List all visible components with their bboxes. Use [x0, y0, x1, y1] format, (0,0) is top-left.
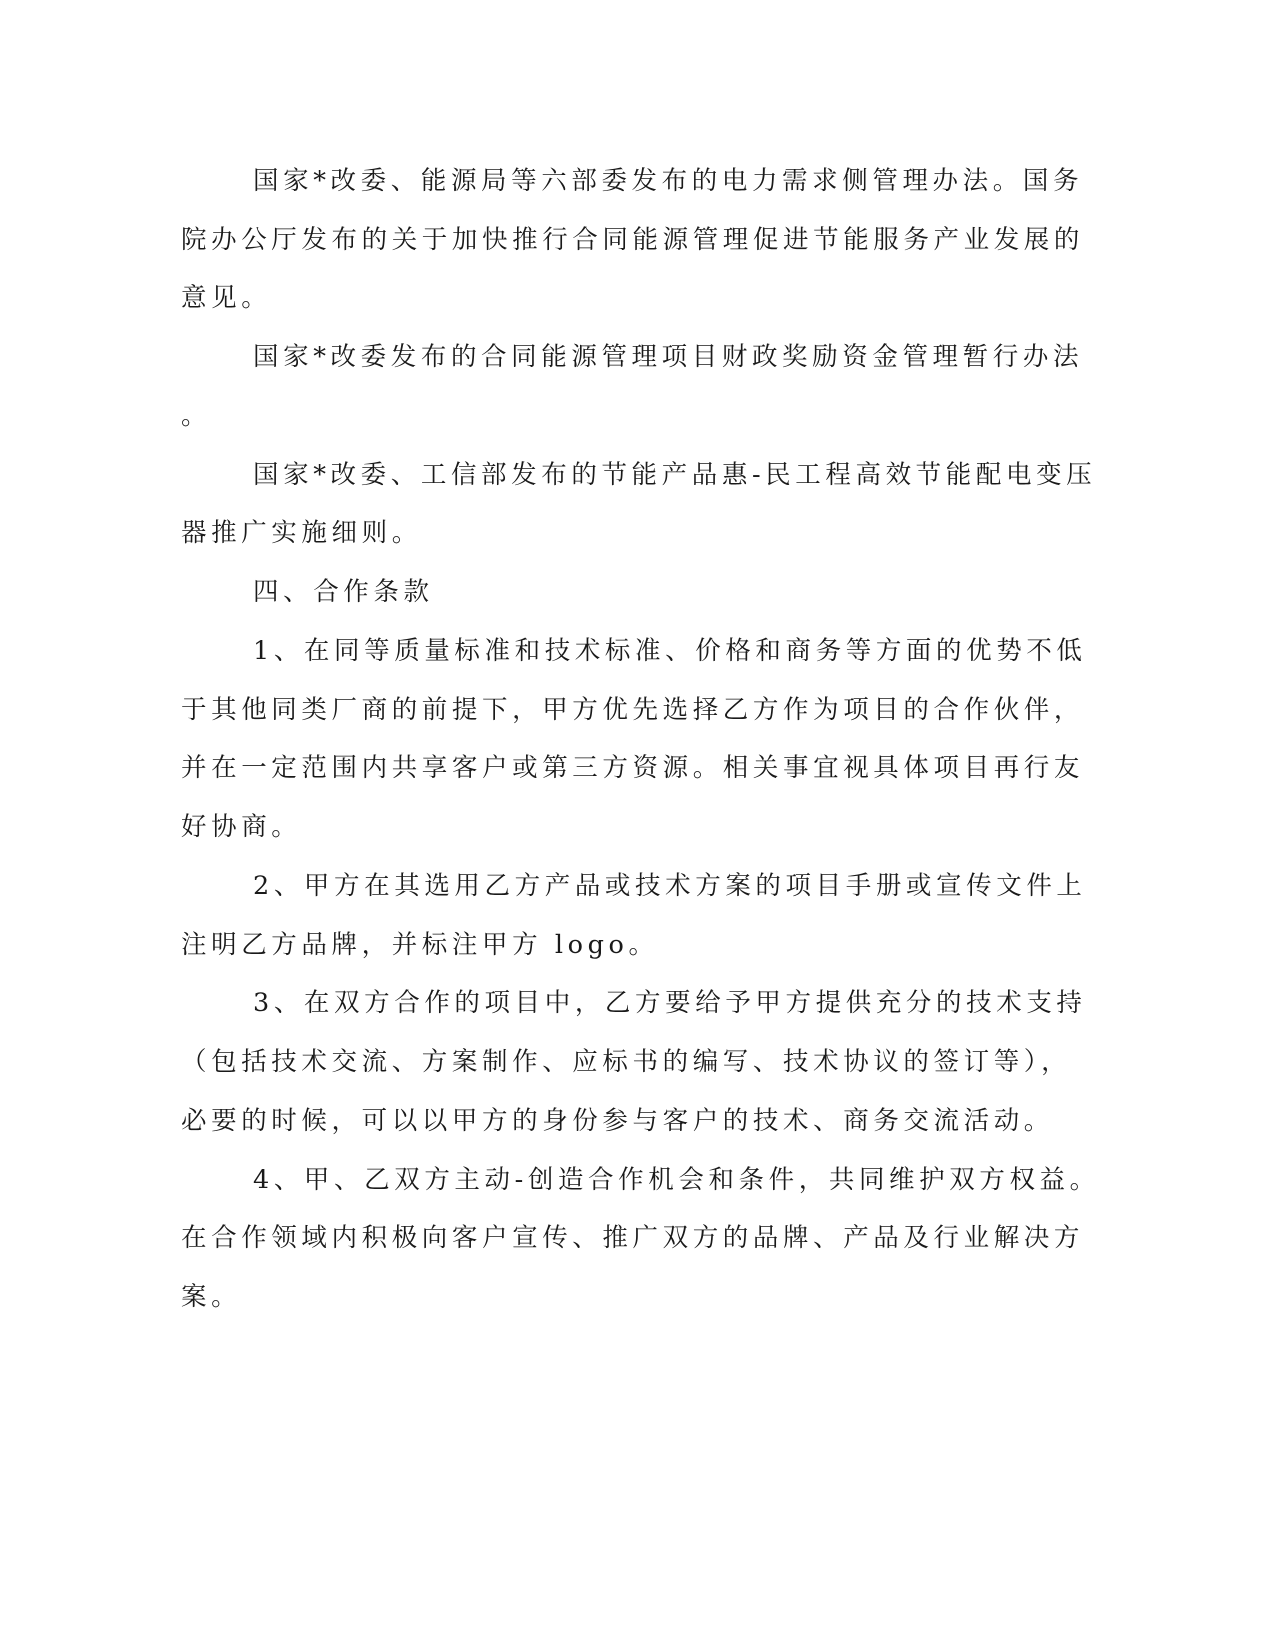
text-line-19: 在合作领域内积极向客户宣传、推广双方的品牌、产品及行业解决方	[181, 1223, 1085, 1253]
text-line-16: （包括技术交流、方案制作、应标书的编写、技术协议的签订等），	[181, 1047, 1072, 1077]
text-line-4: 国家*改委发布的合同能源管理项目财政奖励资金管理暂行办法	[253, 342, 1084, 372]
text-line-3: 意见。	[181, 283, 272, 313]
text-line-10: 于其他同类厂商的前提下，甲方优先选择乙方作为项目的合作伙伴，	[181, 695, 1085, 725]
text-line-11: 并在一定范围内共享客户或第三方资源。相关事宜视具体项目再行友	[181, 753, 1085, 783]
text-line-13: 2、甲方在其选用乙方产品或技术方案的项目手册或宣传文件上	[253, 871, 1087, 901]
text-line-12: 好协商。	[181, 812, 302, 842]
text-line-1: 国家*改委、能源局等六部委发布的电力需求侧管理办法。国务	[253, 166, 1084, 196]
text-line-14: 注明乙方品牌，并标注甲方 logo。	[181, 930, 659, 960]
text-line-2: 院办公厅发布的关于加快推行合同能源管理促进节能服务产业发展的	[181, 225, 1085, 255]
text-line-9: 1、在同等质量标准和技术标准、价格和商务等方面的优势不低	[253, 636, 1087, 666]
text-line-7: 器推广实施细则。	[181, 518, 422, 548]
text-line-6: 国家*改委、工信部发布的节能产品惠-民工程高效节能配电变压	[253, 460, 1097, 490]
text-line-17: 必要的时候，可以以甲方的身份参与客户的技术、商务交流活动。	[181, 1106, 1054, 1136]
text-line-15: 3、在双方合作的项目中，乙方要给予甲方提供充分的技术支持	[253, 988, 1087, 1018]
text-line-18: 4、甲、乙双方主动-创造合作机会和条件，共同维护双方权益。	[253, 1165, 1100, 1195]
text-line-20: 案。	[181, 1282, 242, 1312]
text-line-5: 。	[181, 401, 212, 431]
section-heading: 四、合作条款	[253, 577, 434, 607]
